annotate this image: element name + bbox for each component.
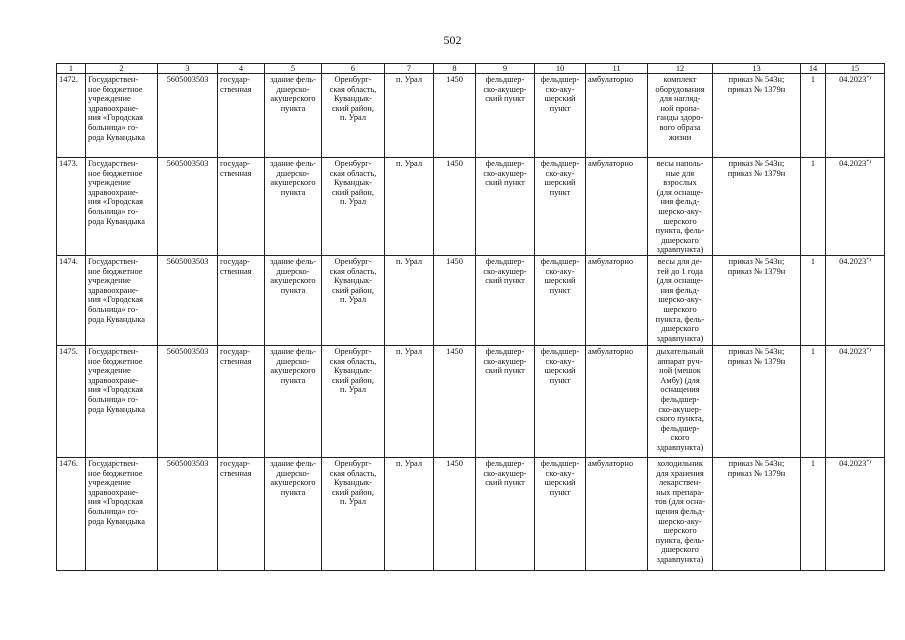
ownership-form-text: государ- ственная [220, 346, 252, 366]
order-reference [713, 255, 801, 345]
population-text: 1450 [446, 256, 463, 266]
organization-name-text: Государствен- ное бюджетное учреждение здравоохране- ния «Городская больница» го- рода Кувандыка [88, 159, 145, 226]
column-number: 8 [434, 64, 476, 74]
column-number: 13 [713, 64, 801, 74]
inn-code-text: 5605003503 [166, 256, 209, 266]
unit-type [535, 345, 586, 457]
organization-name [86, 345, 158, 457]
equipment-name [648, 457, 713, 570]
locality [385, 345, 434, 457]
equipment-name-text: весы наполь- ные для взрослых (для оснаще- ния фельд- шерско-аку- шерского пункта, фель- дшерского здравпункта) [655, 159, 705, 255]
date [826, 457, 885, 570]
unit-type [535, 74, 586, 158]
unit-type-text: фельдшер- ско-аку- шерский пункт [540, 159, 580, 197]
equipment-name [648, 158, 713, 256]
ownership-form-text: государ- ственная [220, 159, 252, 178]
facility-type-text: фельдшер- ско-акушер- ский пункт [483, 75, 527, 104]
locality-text: п. Урал [395, 75, 423, 84]
date [826, 255, 885, 345]
order-reference [713, 158, 801, 256]
care-form-text: амбулаторно [588, 256, 634, 266]
quantity-text: 1 [810, 159, 816, 168]
inn-code [158, 74, 218, 158]
date [826, 345, 885, 457]
organization-name-text: Государствен- ное бюджетное учреждение здравоохране- ния «Городская больница» го- рода Кувандыка [88, 256, 145, 324]
footnote-mark: *) [866, 458, 871, 465]
equipment-name [648, 255, 713, 345]
locality-text: п. Урал [395, 458, 423, 468]
row-number [57, 255, 86, 345]
equipment-name-text: весы для де- тей до 1 года (для оснаще- ния фельд- шерско-аку- шерского пункта, фель- дшерского здравпункта) [655, 256, 705, 343]
unit-type-text: фельдшер- ско-аку- шерский пункт [540, 346, 580, 385]
row-number [57, 74, 86, 158]
order-reference-text: приказ № 543н; приказ № 1379н [727, 256, 786, 276]
organization-name-text: Государствен- ное бюджетное учреждение здравоохране- ния «Городская больница» го- рода Кувандыка [88, 346, 145, 414]
facility-type-text: фельдшер- ско-акушер- ский пункт [483, 346, 527, 376]
ownership-form-text: государ- ственная [220, 458, 252, 478]
inn-code-text: 5605003503 [166, 159, 209, 168]
quantity [801, 255, 826, 345]
row-number [57, 345, 86, 457]
quantity-text: 1 [810, 75, 816, 84]
population-text: 1450 [446, 159, 463, 168]
building-type [265, 457, 322, 570]
population-text: 1450 [446, 458, 463, 468]
building-type [265, 345, 322, 457]
date-value: 04.2023 [839, 458, 867, 468]
equipment-name-text: комплект оборудования для нагляд- ной пропа- ганды здоро- вого образа жизни [655, 75, 705, 142]
care-form [586, 345, 648, 457]
table-row [57, 74, 885, 158]
row-number-text: 1473. [59, 159, 78, 168]
order-reference [713, 457, 801, 570]
quantity-text: 1 [810, 346, 816, 356]
organization-name [86, 74, 158, 158]
care-form [586, 158, 648, 256]
organization-name [86, 457, 158, 570]
ownership-form [218, 345, 265, 457]
row-number-text: 1474. [59, 256, 78, 266]
address [322, 158, 385, 256]
building-type-text: здание фель- дшерско- акушерского пункта [270, 346, 316, 385]
inn-code-text: 5605003503 [166, 75, 209, 84]
facility-type-text: фельдшер- ско-акушер- ский пункт [483, 159, 527, 188]
order-reference-text: приказ № 543н; приказ № 1379н [727, 159, 786, 178]
unit-type-text: фельдшер- ско-аку- шерский пункт [540, 256, 580, 295]
column-number: 7 [385, 64, 434, 74]
equipment-name [648, 345, 713, 457]
order-reference [713, 345, 801, 457]
order-reference [713, 74, 801, 158]
column-number: 9 [476, 64, 535, 74]
organization-name-text: Государствен- ное бюджетное учреждение здравоохране- ния «Городская больница» го- рода Кувандыка [88, 75, 145, 142]
facility-type [476, 158, 535, 256]
unit-type-text: фельдшер- ско-аку- шерский пункт [540, 458, 580, 497]
footnote-mark: *) [866, 346, 871, 353]
address-text: Оренбург- ская область, Кувандык- ский район, п. Урал [329, 346, 377, 395]
date-value: 04.2023 [839, 256, 867, 266]
organization-name [86, 255, 158, 345]
date [826, 158, 885, 256]
population [434, 255, 476, 345]
organization-name-text: Государствен- ное бюджетное учреждение здравоохране- ния «Городская больница» го- рода Кувандыка [88, 458, 145, 526]
facility-type [476, 457, 535, 570]
address [322, 345, 385, 457]
ownership-form-text: государ- ственная [220, 75, 252, 94]
locality [385, 457, 434, 570]
facility-type [476, 74, 535, 158]
locality-text: п. Урал [395, 346, 423, 356]
ownership-form-text: государ- ственная [220, 256, 252, 276]
page-number: 502 [443, 33, 462, 47]
quantity-text: 1 [810, 458, 816, 468]
table-row [57, 158, 885, 256]
column-number: 14 [801, 64, 826, 74]
row-number [57, 457, 86, 570]
building-type [265, 74, 322, 158]
population [434, 457, 476, 570]
locality [385, 74, 434, 158]
inn-code [158, 457, 218, 570]
quantity [801, 158, 826, 256]
unit-type [535, 457, 586, 570]
care-form [586, 255, 648, 345]
quantity [801, 457, 826, 570]
population [434, 158, 476, 256]
table-row [57, 457, 885, 570]
equipment-name-text: холодильник для хранения лекарствен- ных препара- тов (для осна- щения фельд- шерско-аку- шерского пункта, фель- дшерского здравпункта) [654, 458, 706, 564]
building-type [265, 255, 322, 345]
order-reference-text: приказ № 543н; приказ № 1379н [727, 75, 786, 94]
ownership-form [218, 457, 265, 570]
footnote-mark: *) [866, 75, 871, 81]
table-row [57, 345, 885, 457]
address [322, 74, 385, 158]
column-number-row [57, 64, 885, 74]
population-text: 1450 [446, 346, 463, 356]
column-number: 6 [322, 64, 385, 74]
address [322, 255, 385, 345]
column-number: 2 [86, 64, 158, 74]
equipment-name [648, 74, 713, 158]
unit-type-text: фельдшер- ско-аку- шерский пункт [540, 75, 580, 113]
building-type [265, 158, 322, 256]
column-number: 10 [535, 64, 586, 74]
locality [385, 255, 434, 345]
building-type-text: здание фель- дшерско- акушерского пункта [270, 75, 316, 113]
footnote-mark: *) [866, 256, 871, 263]
population [434, 345, 476, 457]
table-row [57, 255, 885, 345]
building-type-text: здание фель- дшерско- акушерского пункта [270, 256, 316, 295]
inn-code [158, 345, 218, 457]
locality-text: п. Урал [395, 256, 423, 266]
facility-type [476, 255, 535, 345]
locality-text: п. Урал [395, 159, 423, 168]
unit-type [535, 255, 586, 345]
inn-code [158, 158, 218, 256]
care-form-text: амбулаторно [588, 458, 634, 468]
equipment-name-text: дыхательный аппарат руч- ной (мешок Амбу) (для оснащения фельдшер- ско-акушер- ского пункта, фельдшер- ского здравпункта) [656, 346, 704, 452]
organization-name [86, 158, 158, 256]
ownership-form [218, 255, 265, 345]
date-value: 04.2023 [839, 346, 867, 356]
footnote-mark: *) [866, 159, 871, 165]
care-form [586, 74, 648, 158]
column-number: 1 [57, 64, 86, 74]
column-number: 11 [586, 64, 648, 74]
care-form-text: амбулаторно [588, 346, 634, 356]
ownership-form [218, 74, 265, 158]
inn-code-text: 5605003503 [166, 458, 209, 468]
facility-type-text: фельдшер- ско-акушер- ский пункт [483, 256, 527, 286]
order-reference-text: приказ № 543н; приказ № 1379н [727, 458, 786, 478]
quantity-text: 1 [810, 256, 816, 266]
building-type-text: здание фель- дшерско- акушерского пункта [270, 159, 316, 197]
column-number: 3 [158, 64, 218, 74]
row-number [57, 158, 86, 256]
date-value: 04.2023 [839, 159, 867, 168]
column-number: 15 [826, 64, 885, 74]
date [826, 74, 885, 158]
inn-code [158, 255, 218, 345]
column-number: 5 [265, 64, 322, 74]
care-form [586, 457, 648, 570]
row-number-text: 1475. [59, 346, 78, 356]
address-text: Оренбург- ская область, Кувандык- ский район, п. Урал [329, 75, 377, 123]
facility-type [476, 345, 535, 457]
building-type-text: здание фель- дшерско- акушерского пункта [270, 458, 316, 497]
population [434, 74, 476, 158]
care-form-text: амбулаторно [588, 159, 634, 168]
order-reference-text: приказ № 543н; приказ № 1379н [727, 346, 786, 366]
address-text: Оренбург- ская область, Кувандык- ский район, п. Урал [329, 256, 377, 305]
unit-type [535, 158, 586, 256]
quantity [801, 345, 826, 457]
inn-code-text: 5605003503 [166, 346, 209, 356]
population-text: 1450 [446, 75, 463, 84]
column-number: 12 [648, 64, 713, 74]
table-body [57, 74, 885, 571]
date-value: 04.2023 [839, 75, 867, 84]
row-number-text: 1476. [59, 458, 78, 468]
locality [385, 158, 434, 256]
address [322, 457, 385, 570]
address-text: Оренбург- ская область, Кувандык- ский район, п. Урал [329, 159, 377, 207]
address-text: Оренбург- ская область, Кувандык- ский район, п. Урал [329, 458, 377, 507]
ownership-form [218, 158, 265, 256]
facility-type-text: фельдшер- ско-акушер- ский пункт [483, 458, 527, 488]
quantity [801, 74, 826, 158]
care-form-text: амбулаторно [588, 75, 634, 84]
column-number: 4 [218, 64, 265, 74]
registry-table [56, 63, 885, 571]
row-number-text: 1472. [59, 75, 78, 84]
